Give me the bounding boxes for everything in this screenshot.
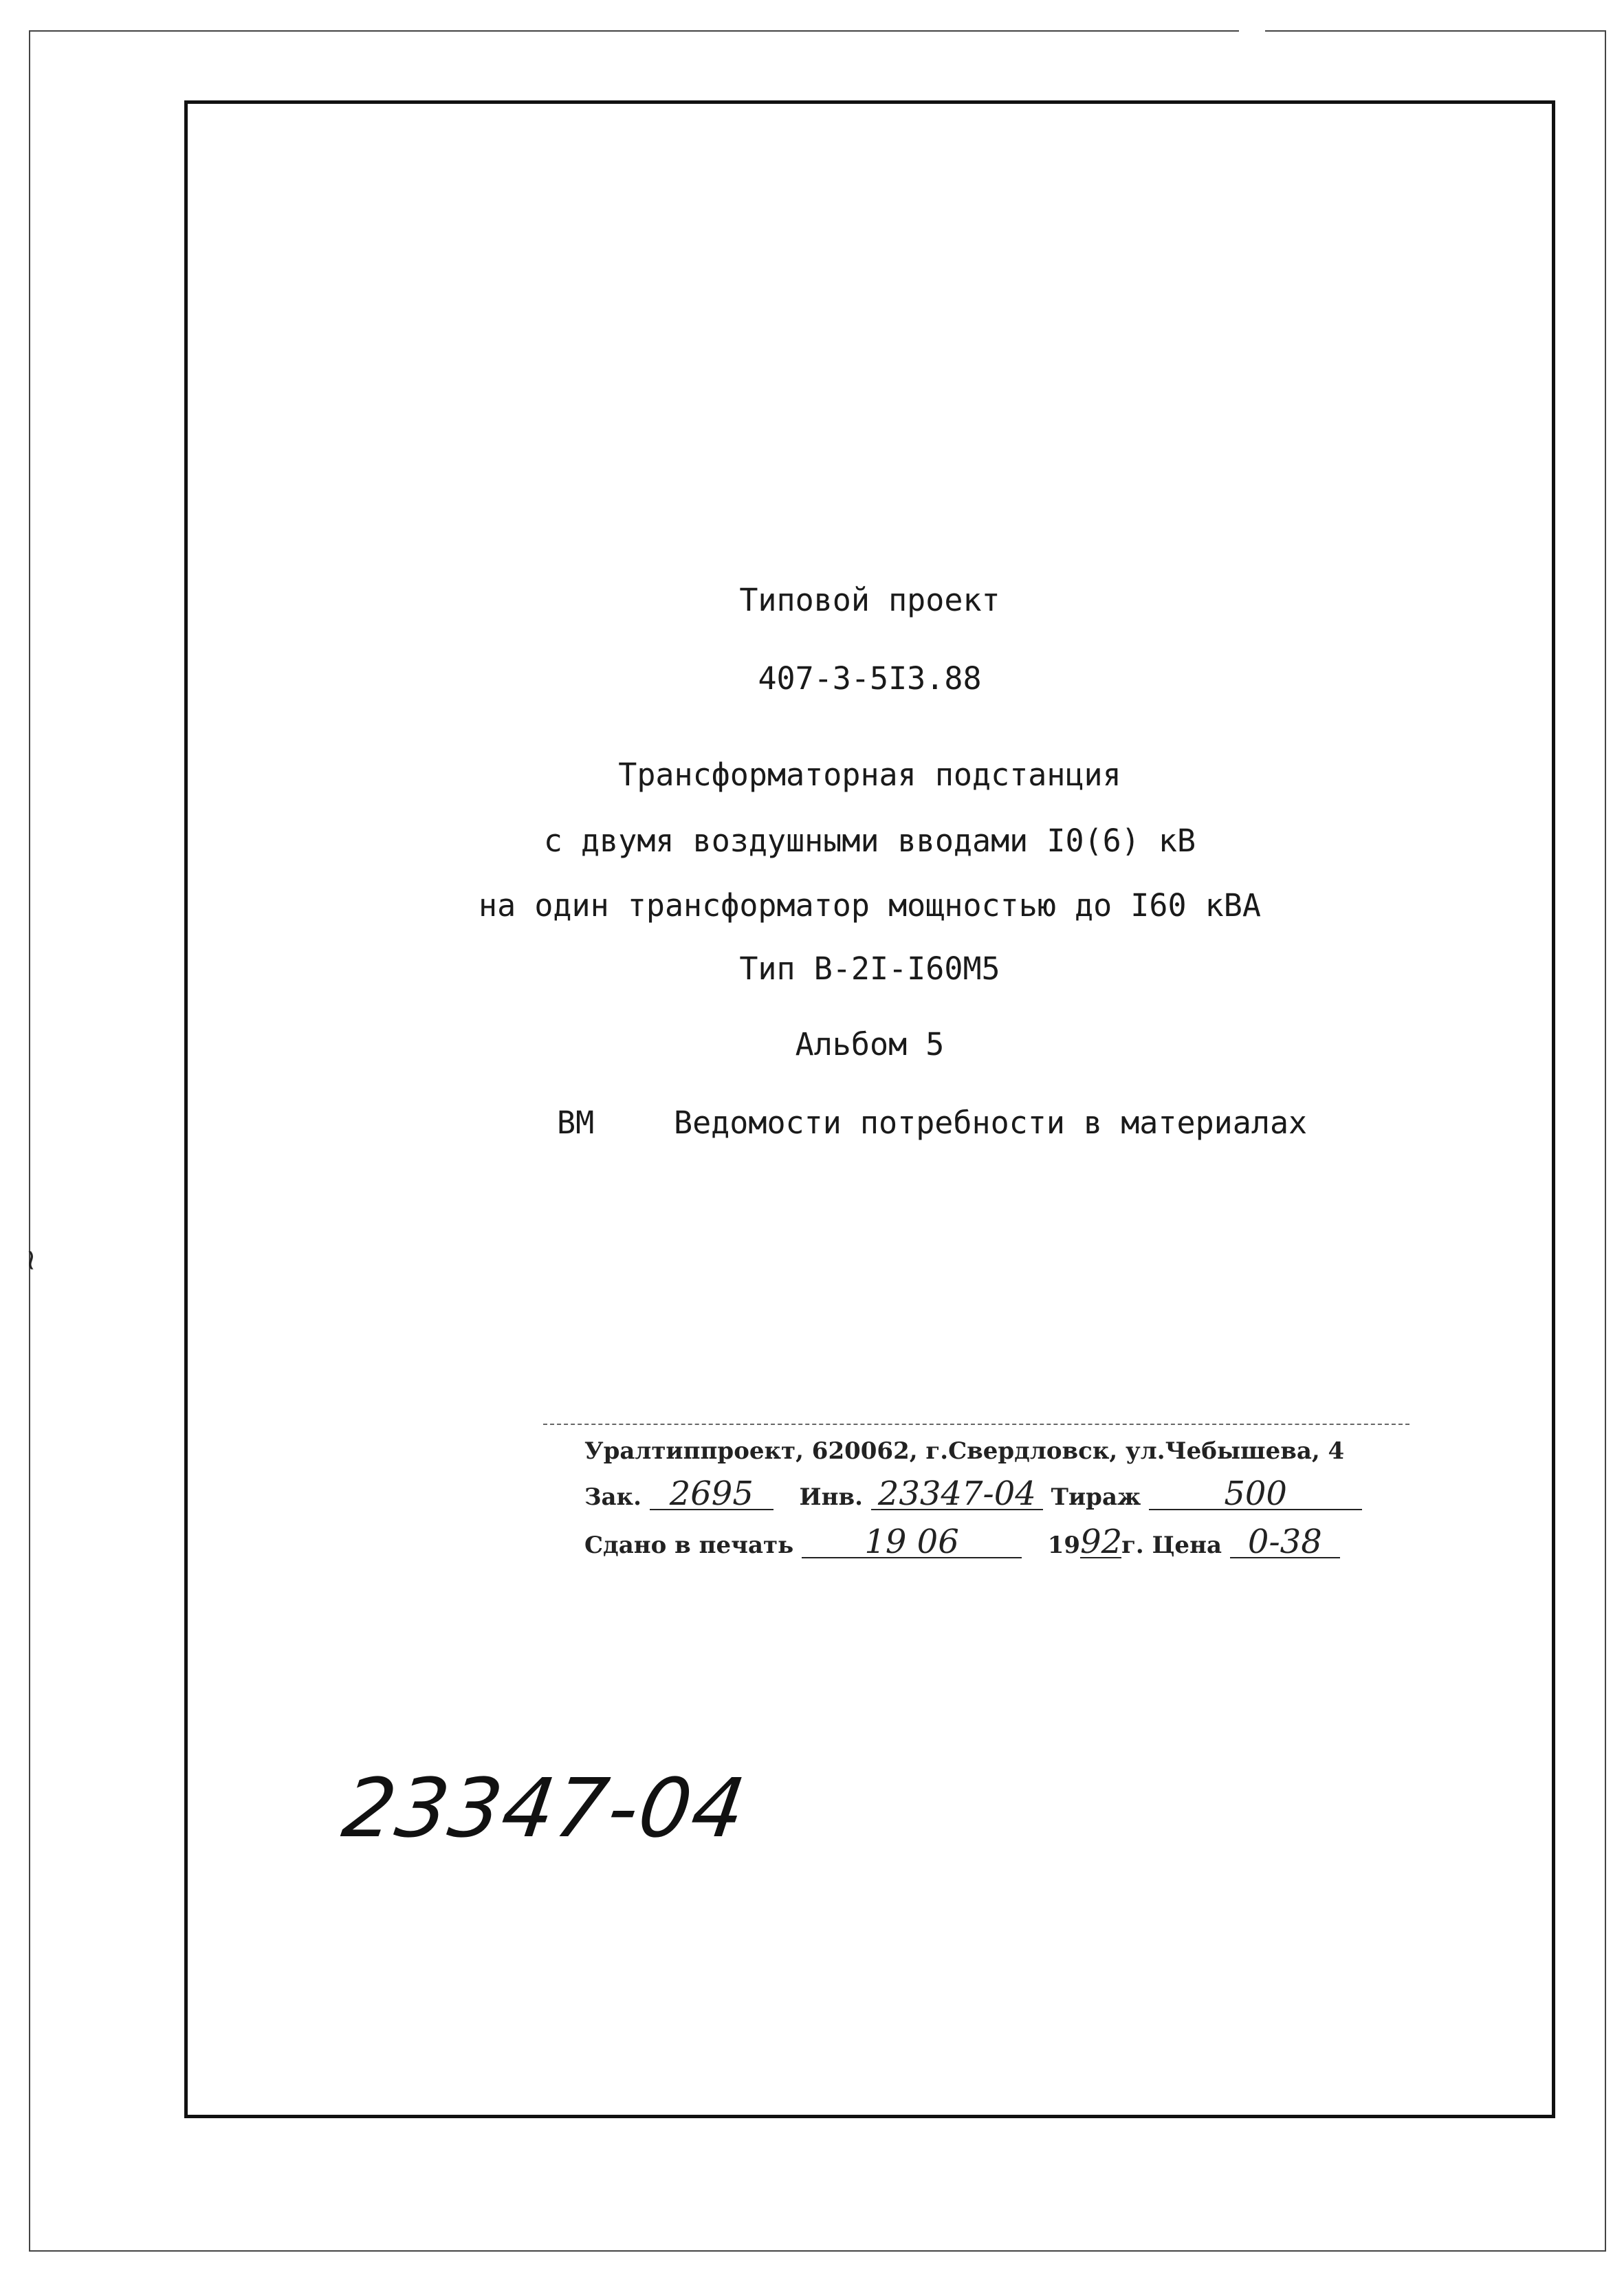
section-code: ВМ (557, 1104, 595, 1141)
submitted-value: 19 06 (802, 1527, 1022, 1558)
order-label: Зак. (584, 1483, 641, 1511)
project-number: 407-3-5I3.88 (758, 660, 982, 697)
submitted-row (584, 1523, 1340, 1561)
price-value: 0-38 (1230, 1527, 1340, 1558)
substation-type: Тип В-2I-I60М5 (739, 950, 1000, 987)
year-value: 92 (1080, 1523, 1123, 1561)
publisher-line: Уралтиппроект, 620062, г.Свердловск, ул.Чебышева, 4 (584, 1437, 1345, 1465)
submitted-label: Сдано в печать (584, 1532, 794, 1559)
imprint-block (543, 1424, 1409, 1582)
section-description: Ведомости потребности в материалах (674, 1104, 1308, 1141)
year-prefix: 19 (1047, 1532, 1081, 1559)
title-block (184, 0, 1555, 1169)
side-margin-mark: ~ (13, 1248, 47, 1273)
imprint-top-rule (543, 1424, 1409, 1425)
inventory-label: Инв. (799, 1483, 863, 1511)
order-row (584, 1474, 1362, 1513)
album-number: Альбом 5 (795, 1026, 945, 1063)
handwritten-inventory-number: 23347-04 (337, 1761, 752, 1855)
project-title-line-2: с двумя воздушными вводами I0(6) кВ (543, 823, 1196, 859)
document-type: Типовой проект (739, 582, 1000, 618)
inventory-value: 23347-04 (871, 1479, 1043, 1510)
price-label: Цена (1152, 1532, 1222, 1559)
order-value: 2695 (650, 1479, 773, 1510)
project-title-line-3: на один трансформатор мощностью до I60 кВА (479, 887, 1261, 924)
circulation-label: Тираж (1051, 1483, 1141, 1511)
project-title-line-1: Трансформаторная подстанция (618, 756, 1121, 793)
circulation-value: 500 (1149, 1479, 1362, 1510)
year-suffix: г. (1121, 1532, 1144, 1559)
